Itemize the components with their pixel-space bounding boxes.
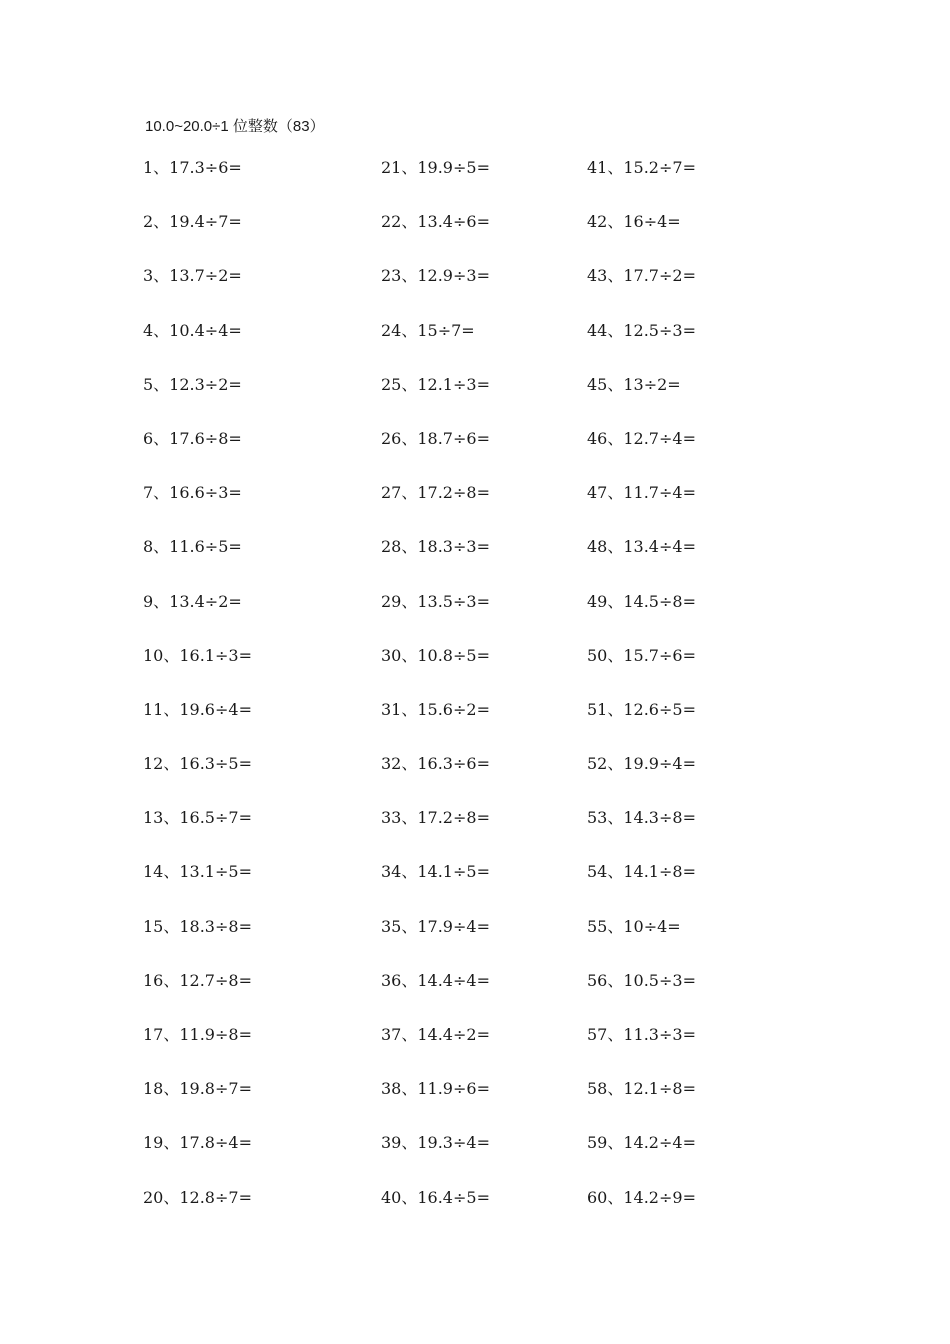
- problem-item: 49、14.5÷8=: [587, 591, 696, 611]
- problem-item: 39、19.3÷4=: [381, 1133, 490, 1153]
- problem-item: 52、19.9÷4=: [587, 754, 696, 774]
- problem-item: 44、12.5÷3=: [587, 320, 696, 340]
- problem-item: 29、13.5÷3=: [381, 591, 490, 611]
- problem-item: 53、14.3÷8=: [587, 808, 696, 828]
- problem-item: 31、15.6÷2=: [381, 699, 490, 719]
- problem-item: 37、14.4÷2=: [381, 1025, 490, 1044]
- problem-item: 27、17.2÷8=: [381, 483, 490, 503]
- problem-item: 26、18.7÷6=: [381, 428, 490, 448]
- problem-item: 50、15.7÷6=: [587, 645, 696, 665]
- problem-item: 20、12.8÷7=: [143, 1187, 252, 1207]
- problem-item: 6、17.6÷8=: [143, 428, 242, 448]
- problem-item: 28、18.3÷3=: [381, 537, 490, 557]
- problem-item: 60、14.2÷9=: [587, 1187, 696, 1207]
- problem-item: 11、19.6÷4=: [143, 699, 252, 719]
- problem-item: 55、10÷4=: [587, 916, 681, 936]
- problem-item: 30、10.8÷5=: [381, 645, 490, 665]
- problem-item: 34、14.1÷5=: [381, 862, 490, 882]
- problem-item: 14、13.1÷5=: [143, 862, 252, 882]
- problem-item: 57、11.3÷3=: [587, 1025, 696, 1044]
- problem-item: 45、13÷2=: [587, 374, 681, 394]
- problem-item: 7、16.6÷3=: [143, 483, 242, 503]
- problem-item: 9、13.4÷2=: [143, 591, 242, 611]
- problem-item: 32、16.3÷6=: [381, 754, 490, 774]
- problem-item: 16、12.7÷8=: [143, 970, 252, 990]
- problem-item: 3、13.7÷2=: [143, 266, 242, 286]
- problem-item: 1、17.3÷6=: [143, 158, 242, 177]
- problem-item: 38、11.9÷6=: [381, 1079, 490, 1099]
- problem-item: 13、16.5÷7=: [143, 808, 252, 828]
- problem-item: 36、14.4÷4=: [381, 970, 490, 990]
- problem-item: 21、19.9÷5=: [381, 158, 490, 177]
- problem-item: 43、17.7÷2=: [587, 266, 696, 286]
- problem-item: 19、17.8÷4=: [143, 1133, 252, 1153]
- problem-item: 33、17.2÷8=: [381, 808, 490, 828]
- problem-item: 23、12.9÷3=: [381, 266, 490, 286]
- problem-item: 25、12.1÷3=: [381, 374, 490, 394]
- problem-item: 35、17.9÷4=: [381, 916, 490, 936]
- problem-item: 22、13.4÷6=: [381, 212, 490, 232]
- problem-item: 51、12.6÷5=: [587, 699, 696, 719]
- problem-item: 2、19.4÷7=: [143, 212, 242, 232]
- problem-item: 18、19.8÷7=: [143, 1079, 252, 1099]
- problem-column-1: [143, 157, 252, 1241]
- problem-item: 12、16.3÷5=: [143, 754, 252, 774]
- problem-column-3: [587, 157, 696, 1241]
- problem-item: 58、12.1÷8=: [587, 1079, 696, 1099]
- problem-item: 24、15÷7=: [381, 320, 475, 340]
- page-title: 10.0~20.0÷1 位整数（83）: [145, 118, 325, 135]
- problem-item: 10、16.1÷3=: [143, 645, 252, 665]
- problem-item: 47、11.7÷4=: [587, 483, 696, 503]
- problem-item: 15、18.3÷8=: [143, 916, 252, 936]
- problem-item: 17、11.9÷8=: [143, 1025, 252, 1044]
- problem-item: 48、13.4÷4=: [587, 537, 696, 557]
- problem-column-2: [381, 157, 490, 1241]
- problem-item: 4、10.4÷4=: [143, 320, 242, 340]
- problem-item: 56、10.5÷3=: [587, 970, 696, 990]
- problem-item: 59、14.2÷4=: [587, 1133, 696, 1153]
- problem-item: 41、15.2÷7=: [587, 158, 696, 177]
- problem-item: 46、12.7÷4=: [587, 428, 696, 448]
- problem-item: 8、11.6÷5=: [143, 537, 242, 557]
- problem-item: 40、16.4÷5=: [381, 1187, 490, 1207]
- problem-item: 42、16÷4=: [587, 212, 681, 232]
- problem-item: 54、14.1÷8=: [587, 862, 696, 882]
- problem-item: 5、12.3÷2=: [143, 374, 242, 394]
